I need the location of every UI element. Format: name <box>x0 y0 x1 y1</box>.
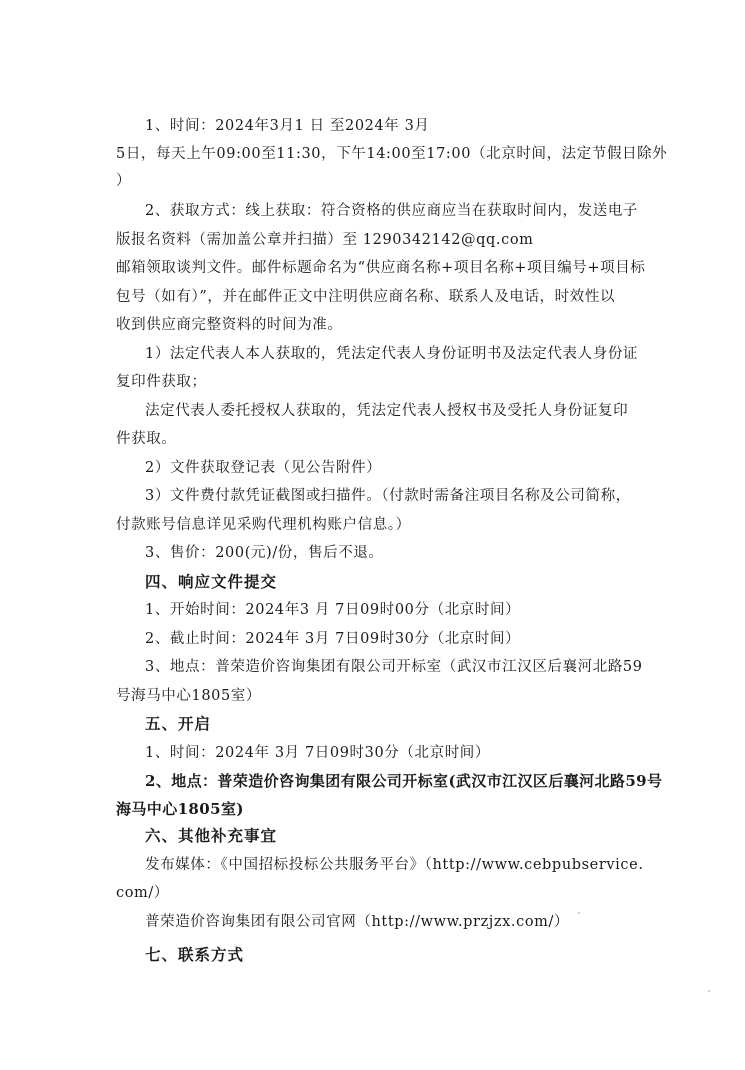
text-line: 3）文件费付款凭证截图或扫描件。（付款时需备注项目名称及公司简称， <box>145 488 631 504</box>
scan-speck <box>708 990 710 992</box>
text-line: 5日，每天上午09:00至11:30，下午14:00至17:00（北京时间，法定节假日除外 <box>116 146 668 162</box>
text-line: 1、时间：2024年3月1 日 至2024年 3月 <box>145 118 430 134</box>
text-line: ） <box>116 173 132 189</box>
text-line: 1、开始时间：2024年3 月 7日09时00分（北京时间） <box>145 602 521 618</box>
text-line: 3、售价：200(元)/份，售后不退。 <box>145 545 384 561</box>
text-line: 包号（如有）”，并在邮件正文中注明供应商名称、联系人及电话，时效性以 <box>116 289 616 305</box>
text-line: com/） <box>116 885 169 901</box>
text-line: 发布媒体：《中国招标投标公共服务平台》（http://www.cebpubservice. <box>145 857 644 873</box>
text-line: 2）文件获取登记表（见公告附件） <box>145 460 382 476</box>
text-line: 3、地点：普荣造价咨询集团有限公司开标室（武汉市江汉区后襄河北路59 <box>145 659 643 675</box>
text-line: 号海马中心1805室） <box>116 688 262 704</box>
text-line: 1、时间：2024年 3月 7日09时30分（北京时间） <box>145 745 490 761</box>
section-heading: 七、联系方式 <box>145 945 245 964</box>
text-line: 1）法定代表人本人获取的，凭法定代表人身份证明书及法定代表人身份证 <box>145 346 639 362</box>
text-line: 版报名资料（需加盖公章并扫描）至 1290342142@qq.com <box>116 232 534 248</box>
text-line: 付款账号信息详见采购代理机构账户信息。） <box>116 517 411 533</box>
section-heading: 五、开启 <box>145 714 212 733</box>
scan-speck <box>578 912 580 914</box>
section-heading: 六、其他补充事宜 <box>145 826 278 845</box>
text-line: 海马中心1805室) <box>116 800 244 818</box>
text-line: 邮箱领取谈判文件。邮件标题命名为“供应商名称+项目名称+项目编号+项目标 <box>116 260 646 276</box>
text-line: 2、获取方式：线上获取：符合资格的供应商应当在获取时间内，发送电子 <box>145 203 639 219</box>
text-line: 收到供应商完整资料的时间为准。 <box>116 317 343 333</box>
section-heading: 四、响应文件提交 <box>145 572 278 591</box>
text-line: 法定代表人委托授权人获取的，凭法定代表人授权书及受托人身份证复印 <box>145 403 629 419</box>
text-line: 2、地点：普荣造价咨询集团有限公司开标室(武汉市江汉区后襄河北路59号 <box>145 772 663 790</box>
text-line: 复印件获取； <box>116 374 207 390</box>
text-line: 普荣造价咨询集团有限公司官网（http://www.przjzx.com/） <box>145 914 570 930</box>
text-line: 2、截止时间：2024年 3月 7日09时30分（北京时间） <box>145 631 521 647</box>
text-line: 件获取。 <box>116 431 177 447</box>
